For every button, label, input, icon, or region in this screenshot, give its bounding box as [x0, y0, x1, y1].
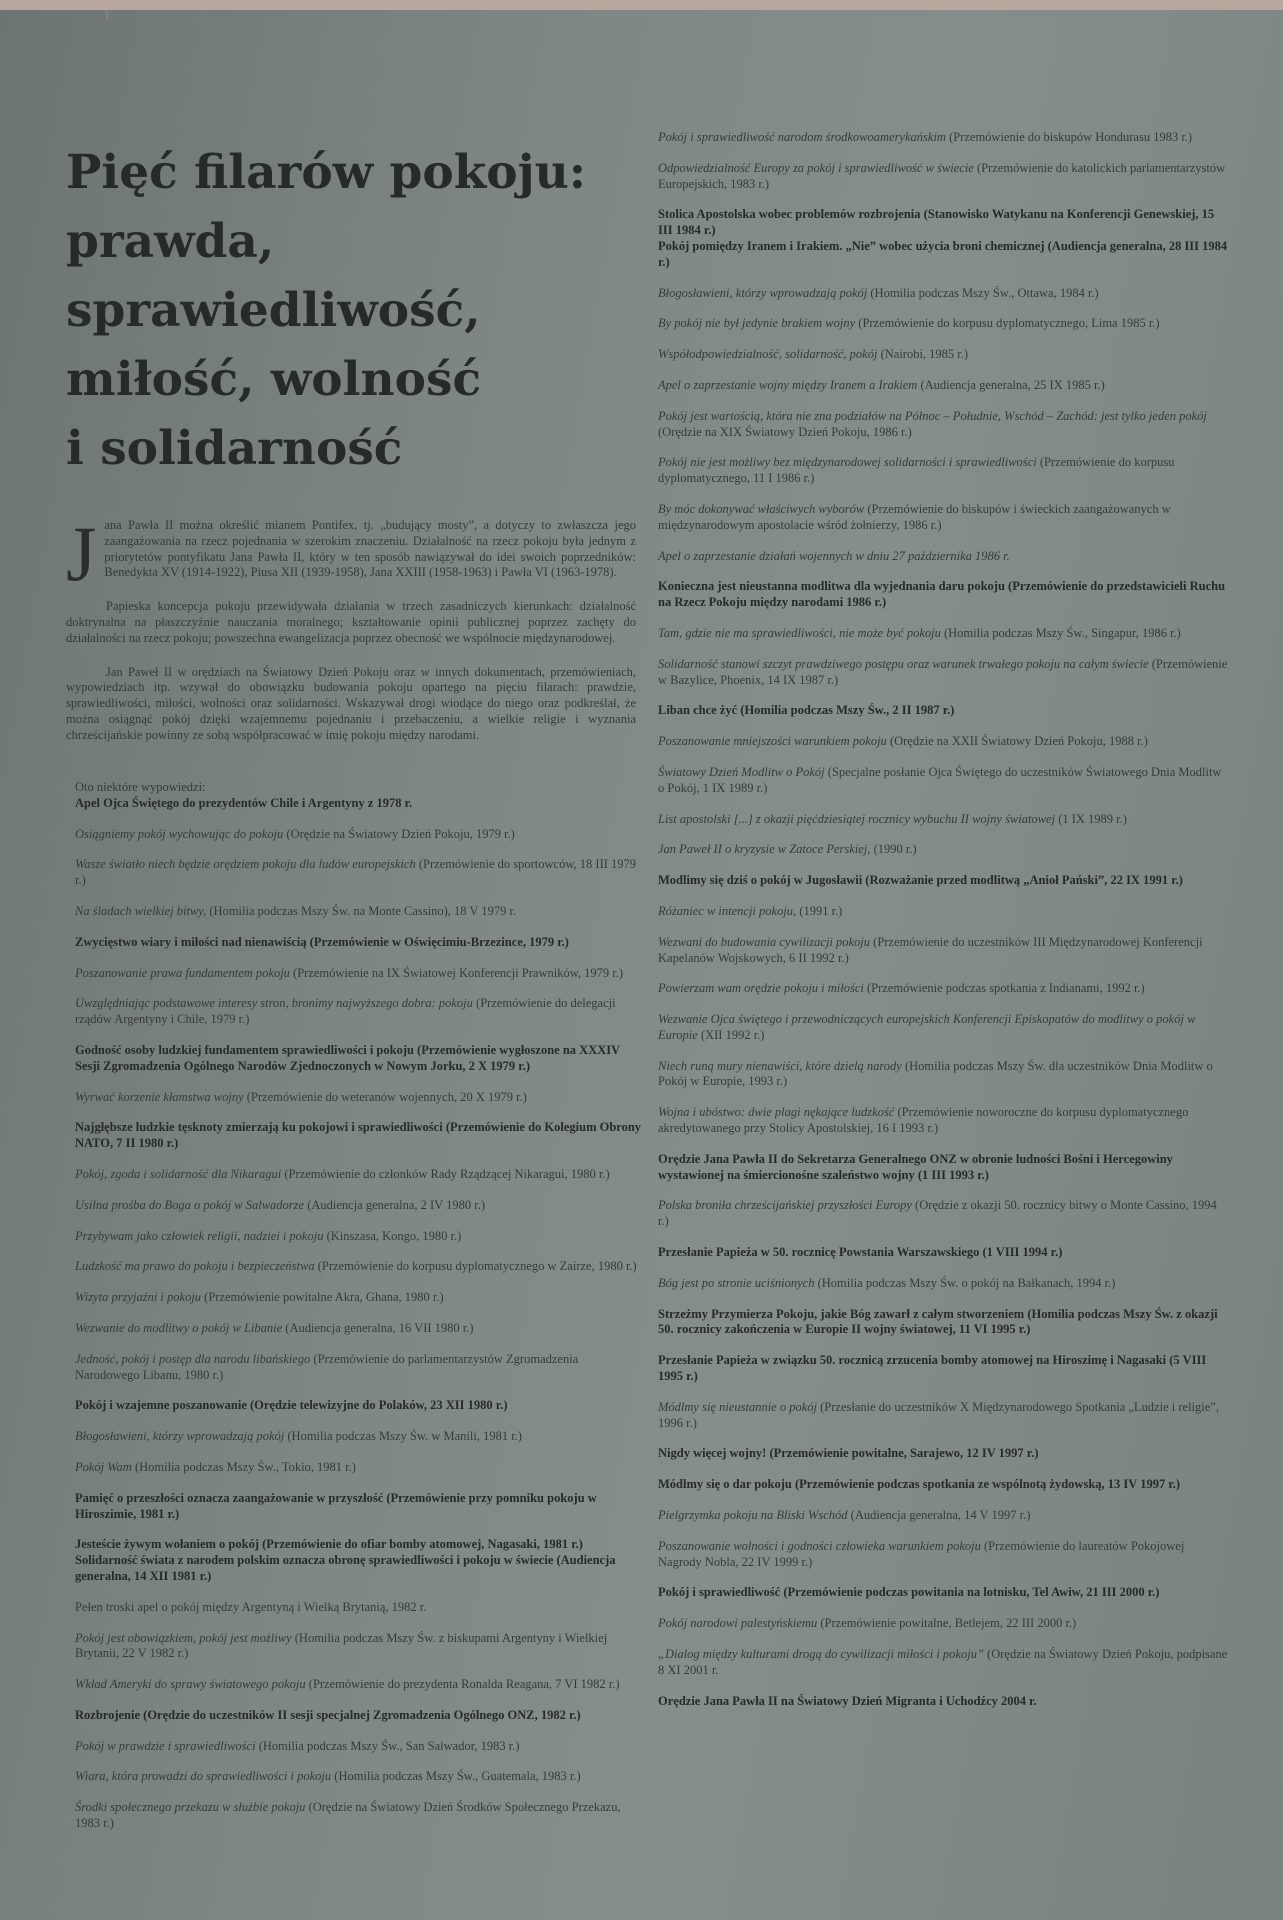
quote-entry — [75, 1800, 645, 1832]
quote-entry — [658, 347, 1228, 363]
quote-entry — [75, 1491, 645, 1523]
quote-source: (Audiencja generalna, 14 V 1997 r.) — [847, 1508, 1031, 1523]
quote-entry — [75, 857, 645, 889]
quote-source: (Orędzie na Światowy Dzień Pokoju, 1979 r.) — [283, 826, 515, 841]
quote-source: (Przemówienie do członków Rady Rządzącej Nikaragui, 1980 r.) — [281, 1166, 610, 1181]
quote-title: By pokój nie był jedynie brakiem wojny — [658, 316, 856, 331]
quote-entry — [658, 455, 1228, 487]
exhibition-board — [0, 10, 1283, 1920]
quote-title: Apel Ojca Świętego do prezydentów Chile i Argentyny z 1978 r. — [75, 795, 413, 810]
quote-source: (Orędzie z okazji 50. rocznicy bitwy o Monte Cassino, 1994 r.) — [658, 1198, 1217, 1229]
quote-title: Solidarność stanowi szczyt prawdziwego postępu oraz warunek trwałego pokoju na całym świecie — [658, 656, 1149, 671]
quote-entry — [658, 1694, 1228, 1710]
quote-source: (Orędzie na Światowy Dzień Środków Społecznego Przekazu, 1983 r.) — [75, 1800, 621, 1831]
page-title — [66, 138, 626, 483]
quote-entry — [75, 1739, 645, 1755]
quote-entry — [658, 1353, 1228, 1385]
quote-title: Wizyta przyjaźni i pokoju — [75, 1290, 202, 1305]
quote-entry — [658, 1400, 1228, 1432]
quote-entry — [75, 1553, 645, 1585]
quote-title: Wezwanie do modlitwy o pokój w Libanie — [75, 1320, 283, 1335]
quote-source: (Homilia podczas Mszy Św., Guatemala, 1983 r.) — [331, 1769, 581, 1784]
quote-title: Konieczna jest nieustanna modlitwa dla wyjednania daru pokoju (Przemówienie do przedstawicieli Ruchu na Rzecz Pokoju między narodami 1986 r.) — [658, 579, 1226, 610]
quote-title: Na śladach wielkiej bitwy, — [75, 903, 207, 918]
quote-title: Poszanowanie prawa fundamentem pokoju — [75, 965, 290, 980]
quote-source: (Homilia podczas Mszy Św. o pokój na Bałkanach, 1994 r.) — [814, 1275, 1116, 1290]
quote-title: Godność osoby ludzkiej fundamentem sprawiedliwości i pokoju (Przemówienie wygłoszone na XXXIV Sesji Zgromadzenia Ogólnego Narodów Zjednoczonych w Nowym Jorku, 2 X 1979 r.) — [75, 1042, 620, 1073]
quote-title: Pokój jest obowiązkiem, pokój jest możliwy — [75, 1630, 292, 1645]
quote-source: (Przemówienie w Bazylice, Phoenix, 14 IX 1987 r.) — [658, 656, 1228, 687]
quote-title: Ludzkość ma prawo do pokoju i bezpieczeństwa — [75, 1259, 315, 1274]
quote-entry — [658, 378, 1228, 394]
quote-entry — [658, 734, 1228, 750]
quote-title: Pamięć o przeszłości oznacza zaangażowanie w przyszłość (Przemówienie przy pomniku pokoju w Hiroszimie, 1981 r.) — [75, 1490, 597, 1521]
intro-paragraph-2: Papieska koncepcja pokoju przewidywała działania w trzech zasadniczych kierunkach: działalność doktrynalna na płaszczyźnie nauczania moralnego; kształtowanie opinii publicznej poprzez zachęty do działalności na rzecz pokoju; powszechna ewangelizacja poprzez obecność we wspólnocie międzynarodowej. — [66, 599, 636, 645]
quote-entry — [658, 812, 1228, 828]
quote-title: Niech runą mury nienawiści, które dzielą narody — [658, 1058, 902, 1073]
quote-title: Stolica Apostolska wobec problemów rozbrojenia (Stanowisko Watykanu na Konferencji Genewskiej, 15 III 1984 r.) — [658, 207, 1215, 238]
quote-entry — [658, 981, 1228, 997]
title-line-5: i solidarność — [66, 421, 403, 476]
quote-entry — [658, 1508, 1228, 1524]
quote-title: Orędzie Jana Pawła II na Światowy Dzień Migranta i Uchodźcy 2004 r. — [658, 1693, 1037, 1708]
quote-title: Polska broniła chrześcijańskiej przyszłości Europy — [658, 1198, 912, 1213]
quote-entry — [658, 1477, 1228, 1493]
quote-entry — [75, 1352, 645, 1384]
quote-source: (Przemówienie powitalne Akra, Ghana, 1980 r.) — [201, 1290, 444, 1305]
quote-source: (Przemówienie na IX Światowej Konferencji Prawników, 1979 r.) — [289, 965, 624, 980]
quote-title: Jan Paweł II o kryzysie w Zatoce Perskiej, — [658, 842, 871, 857]
quote-source: (Przemówienie do prezydenta Ronalda Reagana, 7 VI 1982 r.) — [305, 1677, 620, 1692]
quote-entry — [658, 161, 1228, 193]
quote-title: Odpowiedzialność Europy za pokój i sprawiedliwość w świecie — [658, 160, 974, 175]
quote-source: (Kinszasa, Kongo, 1980 r.) — [323, 1228, 462, 1243]
title-line-2: prawda, — [66, 214, 275, 269]
quote-entry — [75, 1769, 645, 1785]
quote-source: (XII 1992 r.) — [697, 1027, 765, 1042]
quote-entry — [75, 796, 645, 812]
quote-entry — [658, 1276, 1228, 1292]
quote-title: Rozbrojenie (Orędzie do uczestników II sesji specjalnej Zgromadzenia Ogólnego ONZ, 1982 r.) — [75, 1707, 581, 1722]
quote-entry — [658, 549, 1228, 565]
quote-source: (Przemówienie do korpusu dyplomatycznego, 11 I 1986 r.) — [658, 455, 1175, 486]
quote-entry — [658, 842, 1228, 858]
quote-source: (Homilia podczas Mszy Św. dla uczestników Dnia Modlitw o Pokój w Europie, 1993 r.) — [658, 1058, 1213, 1089]
quote-entry — [75, 904, 645, 920]
quote-entry — [658, 904, 1228, 920]
quote-entry — [75, 1631, 645, 1663]
quote-source: (Audiencja generalna, 16 VII 1980 r.) — [282, 1320, 474, 1335]
quote-title: Pełen troski apel o pokój między Argentyną i Wielką Brytanią, 1982 r. — [75, 1599, 427, 1614]
quote-title: Przesłanie Papieża w związku 50. rocznicą zrzucenia bomby atomowej na Hiroszimę i Nagasaki (5 VIII 1995 r.) — [658, 1353, 1207, 1384]
left-entries — [75, 796, 645, 1832]
quote-title: Osiągniemy pokój wychowując do pokoju — [75, 826, 284, 841]
quote-entry — [75, 1229, 645, 1245]
quote-source: (Przemówienie do weteranów wojennych, 20 X 1979 r.) — [243, 1089, 527, 1104]
quote-entry — [75, 1290, 645, 1306]
quote-entry — [658, 1105, 1228, 1137]
quote-entry — [658, 316, 1228, 332]
quote-source: (Orędzie na XXII Światowy Dzień Pokoju, 1988 r.) — [886, 734, 1148, 749]
quote-title: Środki społecznego przekazu w służbie pokoju — [75, 1800, 306, 1815]
quote-entry — [75, 1677, 645, 1693]
quote-entry — [658, 1152, 1228, 1184]
quote-entry — [75, 966, 645, 982]
quote-entry — [658, 1245, 1228, 1261]
quote-title: Pokój pomiędzy Iranem i Irakiem. „Nie” wobec użycia broni chemicznej (Audiencja generalna, 28 III 1984 r.) — [658, 238, 1228, 269]
quote-title: Błogosławieni, którzy wprowadzają pokój — [658, 285, 868, 300]
quote-source: (Homilia podczas Mszy Św., San Salwador, 1983 r.) — [255, 1738, 520, 1753]
quote-entry — [75, 1321, 645, 1337]
quote-title: Jedność, pokój i postęp dla narodu libańskiego — [75, 1351, 311, 1366]
quote-source: (Przemówienie do biskupów Hondurasu 1983 r.) — [945, 130, 1193, 144]
quote-source: (Audiencja generalna, 2 IV 1980 r.) — [304, 1197, 486, 1212]
quote-title: Wezwanie Ojca świętego i przewodniczących europejskich Konferencji Episkopatów do modlitwy o pokój w Europie — [658, 1012, 1196, 1042]
quote-source: (1 IX 1989 r.) — [1055, 811, 1127, 826]
quote-title: Wezwani do budowania cywilizacji pokoju — [658, 934, 871, 949]
quote-entry — [75, 1167, 645, 1183]
quote-title: Pokój, zgoda i solidarność dla Nikaragui — [75, 1166, 282, 1181]
quote-entry — [75, 1198, 645, 1214]
quote-entry — [658, 502, 1228, 534]
intro-text — [66, 510, 636, 762]
quote-title: Wkład Ameryki do sprawy światowego pokoju — [75, 1677, 306, 1692]
quote-entry — [658, 1446, 1228, 1462]
quote-title: Poszanowanie mniejszości warunkiem pokoju — [658, 734, 887, 749]
right-entries — [658, 130, 1228, 1709]
quote-title: Wyrwać korzenie kłamstwa wojny — [75, 1089, 244, 1104]
quote-title: Nigdy więcej wojny! (Przemówienie powitalne, Sarajewo, 12 IV 1997 r.) — [658, 1446, 1039, 1461]
quote-title: Liban chce żyć (Homilia podczas Mszy Św., 2 II 1987 r.) — [658, 703, 955, 718]
quote-title: By móc dokonywać właściwych wyborów — [658, 501, 865, 516]
quote-source: (Homilia podczas Mszy Św., Ottawa, 1984 r.) — [867, 285, 1099, 300]
left-quote-list — [75, 780, 645, 1832]
quote-entry — [658, 1539, 1228, 1571]
quote-source: (Przemówienie do sportowców, 18 III 1979 r.) — [75, 857, 637, 888]
quote-title: Zwycięstwo wiary i miłości nad nienawiścią (Przemówienie w Oświęcimiu-Brzezince, 1979 r.) — [75, 934, 569, 949]
intro-paragraph-3: Jan Paweł II w orędziach na Światowy Dzień Pokoju oraz w innych dokumentach, przemówieniach, wypowiedziach itp. wzywał do obowiązku budowania pokoju opartego na pięciu filarach: prawdzie, sprawiedliwości, miłości, wolności oraz solidarności. Wskazywał drogi wiodące do niego oraz podkreślał, że można osiągnąć pokój dzięki wzajemnemu pojednaniu i przebaczeniu, a wielkie religie i wyznania chrześcijańskie powinny ze sobą współpracować w imię pokoju między narodami. — [66, 664, 636, 742]
quote-entry — [75, 1398, 645, 1414]
quote-title: „Dialog między kulturami drogą do cywilizacji miłości i pokoju” — [658, 1647, 984, 1662]
quote-title: Wiara, która prowadzi do sprawiedliwości i pokoju — [75, 1769, 332, 1784]
quote-source: (Przemówienie do delegacji rządów Argentyny i Chile, 1979 r.) — [75, 996, 616, 1027]
intro-paragraph-1-text: ana Pawła II można określić mianem Pontifex, tj. „budujący mosty”, a dotyczy to zwłaszcza jego zaangażowania na rzecz pojednania w szerokim znaczeniu. Działalność na rzecz pokoju była jednym z priorytetów pontyfikatu Jana Pawła II, który w ten sposób nawiązywał do idei swoich poprzedników: Benedykta XV (1914-1922), Piusa XII (1939-1958), Jana XXIII (1958-1963) i Pawła VI (1963-1978). — [104, 518, 636, 580]
quote-title: Różaniec w intencji pokoju, — [658, 903, 797, 918]
quote-entry — [658, 1307, 1228, 1339]
quote-title: Światowy Dzień Modlitw o Pokój — [658, 764, 825, 779]
quote-title: Pokój nie jest możliwy bez międzynarodowej solidarności i sprawiedliwości — [658, 455, 1037, 470]
quote-title: List apostolski [...] z okazji pięćdziesiątej rocznicy wybuchu II wojny światowej — [658, 811, 1056, 826]
quote-title: Modlimy się dziś o pokój w Jugosławii (Rozważanie przed modlitwą „Anioł Pański”, 22 IX 1991 r.) — [658, 873, 1183, 888]
quote-title: Jesteście żywym wołaniem o pokój (Przemówienie do ofiar bomby atomowej, Nagasaki, 1981 r.) — [75, 1537, 583, 1552]
quote-source: (Przemówienie noworoczne do korpusu dyplomatycznego akredytowanego przy Stolicy Apostolskiej, 16 I 1993 r.) — [658, 1105, 1189, 1136]
quote-source: (Homilia podczas Mszy Św. w Manili, 1981 r.) — [284, 1429, 522, 1444]
quote-title: Pokój narodowi palestyńskiemu — [658, 1616, 818, 1631]
quote-entry — [658, 207, 1228, 239]
quote-title: Błogosławieni, którzy wprowadzają pokój — [75, 1429, 285, 1444]
quote-entry — [658, 409, 1228, 441]
quote-title: Módlmy się o dar pokoju (Przemówienie podczas spotkania ze wspólnotą żydowską, 13 IV 1997 r.) — [658, 1477, 1181, 1492]
quote-source: (Orędzie na Światowy Dzień Pokoju, podpisane 8 XI 2001 r. — [658, 1647, 1228, 1677]
quote-source: (Przemówienie do laureatów Pokojowej Nagrody Nobla, 22 IV 1999 r.) — [658, 1538, 1185, 1569]
quote-title: Usilna prośba do Boga o pokój w Salwadorze — [75, 1197, 305, 1212]
quote-entry — [658, 579, 1228, 611]
quote-source: (Przesłanie do uczestników X Międzynarodowego Spotkania „Ludzie i religie”, 1996 r.) — [658, 1399, 1219, 1430]
quote-entry — [658, 286, 1228, 302]
title-line-3: sprawiedliwość, — [66, 283, 481, 338]
quote-title: Pokój i sprawiedliwość (Przemówienie podczas powitania na lotnisku, Tel Awiw, 21 III 2000 r.) — [658, 1585, 1160, 1600]
quote-title: Strzeżmy Przymierza Pokoju, jakie Bóg zawarł z całym stworzeniem (Homilia podczas Mszy Św. z okazji 50. rocznicy zakończenia w Europie II wojny światowej, 11 VI 1995 r.) — [658, 1306, 1218, 1337]
quote-title: Pokój i wzajemne poszanowanie (Orędzie telewizyjne do Polaków, 23 XII 1980 r.) — [75, 1398, 508, 1413]
quote-entry — [658, 765, 1228, 797]
quote-title: Pokój i sprawiedliwość narodom środkowoamerykańskim — [658, 130, 946, 144]
quote-source: (Audiencja generalna, 25 IX 1985 r.) — [917, 377, 1105, 392]
quote-source: (Przemówienie do parlamentarzystów Zgromadzenia Narodowego Libanu, 1980 r.) — [75, 1351, 579, 1382]
quote-source: (Homilia podczas Mszy Św. z biskupami Argentyny i Wielkiej Brytanii, 22 V 1982 r.) — [75, 1630, 608, 1661]
quote-entry — [658, 1198, 1228, 1230]
quote-source: (Specjalne posłanie Ojca Świętego do uczestników Światowego Dnia Modlitw o Pokój, 1 IX 1989 r.) — [658, 764, 1222, 795]
right-quote-list — [658, 130, 1228, 1709]
quote-title: Pokój jest wartością, która nie zna podziałów na Północ – Południe, Wschód – Zachód: jest tylko jeden pokój — [658, 408, 1207, 423]
quote-source: (Nairobi, 1985 r.) — [877, 347, 969, 362]
quote-entry — [658, 1012, 1228, 1044]
quote-entry — [75, 1120, 645, 1152]
quote-title: Uwzględniając podstawowe interesy stron, bronimy najwyższego dobra: pokoju — [75, 996, 473, 1011]
quote-entry — [75, 1600, 645, 1616]
list-lead: Oto niektóre wypowiedzi: — [75, 780, 206, 794]
quote-entry — [75, 827, 645, 843]
quote-entry — [658, 703, 1228, 719]
quote-source: (1990 r.) — [870, 842, 917, 857]
quote-title: Bóg jest po stronie uciśnionych — [658, 1275, 815, 1290]
quote-title: Powierzam wam orędzie pokoju i miłości — [658, 981, 864, 996]
quote-entry — [658, 935, 1228, 967]
quote-entry — [75, 1460, 645, 1476]
quote-title: Pielgrzymka pokoju na Bliski Wschód — [658, 1508, 848, 1523]
quote-entry — [658, 626, 1228, 642]
quote-title: Współodpowiedzialność, solidarność, pokój — [658, 347, 878, 362]
quote-title: Orędzie Jana Pawła II do Sekretarza Generalnego ONZ w obronie ludności Bośni i Hercegowiny wystawionej na śmiercionośne szaleństwo wojny (1 III 1993 r.) — [658, 1151, 1173, 1182]
quote-entry — [75, 1043, 645, 1075]
quote-entry — [658, 239, 1228, 271]
quote-entry — [75, 1429, 645, 1445]
quote-title: Tam, gdzie nie ma sprawiedliwości, nie może być pokoju — [658, 625, 941, 640]
title-line-4: miłość, wolność — [66, 352, 482, 407]
quote-source: (Przemówienie do uczestników III Międzynarodowej Konferencji Kapelanów Wojskowych, 6 II 1992 r.) — [658, 934, 1203, 965]
quote-entry — [658, 1647, 1228, 1679]
quote-source: (Homilia podczas Mszy Św., Tokio, 1981 r.) — [131, 1459, 356, 1474]
quote-title: Wasze światło niech będzie orędziem pokoju dla ludów europejskich — [75, 857, 416, 872]
quote-entry — [75, 1090, 645, 1106]
quote-title: Apel o zaprzestanie działań wojennych w dniu 27 października 1986 r. — [658, 548, 1010, 563]
quote-title: Poszanowanie wolności i godności człowieka warunkiem pokoju — [658, 1538, 981, 1553]
quote-title: Najgłębsze ludzkie tęsknoty zmierzają ku pokojowi i sprawiedliwości (Przemówienie do Kolegium Obrony NATO, 7 II 1980 r.) — [75, 1120, 642, 1151]
quote-source: (Przemówienie do korpusu dyplomatycznego w Zairze, 1980 r.) — [314, 1259, 637, 1274]
title-line-1: Pięć filarów pokoju: — [66, 145, 587, 200]
quote-title: Pokój Wam — [75, 1459, 132, 1474]
quote-entry — [658, 1616, 1228, 1632]
quote-title: Wojna i ubóstwo: dwie plagi nękające ludzkość — [658, 1105, 895, 1120]
quote-source: (Orędzie na XIX Światowy Dzień Pokoju, 1986 r.) — [658, 424, 912, 439]
quote-entry — [658, 1059, 1228, 1091]
drop-cap: J — [66, 510, 97, 597]
quote-entry — [658, 657, 1228, 689]
quote-title: Apel o zaprzestanie wojny między Iranem a Irakiem — [658, 377, 918, 392]
quote-title: Pokój w prawdzie i sprawiedliwości — [75, 1738, 256, 1753]
quote-source: (1991 r.) — [796, 903, 843, 918]
board-frame-edge — [106, 10, 108, 20]
quote-title: Przybywam jako człowiek religii, nadziei i pokoju — [75, 1228, 324, 1243]
quote-entry — [75, 1708, 645, 1724]
quote-entry — [658, 873, 1228, 889]
quote-source: (Przemówienie do korpusu dyplomatycznego, Lima 1985 r.) — [855, 316, 1160, 331]
quote-source: (Homilia podczas Mszy Św. na Monte Cassino), 18 V 1979 r. — [206, 903, 517, 918]
quote-entry — [75, 996, 645, 1028]
quote-title: Solidarność świata z narodem polskim oznacza obronę sprawiedliwości i pokoju w świecie (Audiencja generalna, 14 XII 1981 r.) — [75, 1553, 616, 1583]
intro-paragraph-1 — [66, 510, 636, 597]
quote-entry — [75, 1259, 645, 1275]
quote-title: Módlmy się nieustannie o pokój — [658, 1399, 817, 1414]
quote-source: (Przemówienie do biskupów i świeckich zaangażowanych w międzynarodowym apostolacie wśród żołnierzy, 1986 r.) — [658, 501, 1171, 532]
quote-source: (Przemówienie podczas spotkania z Indianami, 1992 r.) — [863, 981, 1145, 996]
quote-entry — [75, 1537, 645, 1553]
quote-entry — [658, 1585, 1228, 1601]
quote-source: (Przemówienie powitalne, Betlejem, 22 III 2000 r.) — [817, 1616, 1077, 1631]
quote-entry — [658, 130, 1228, 146]
quote-entry — [75, 935, 645, 951]
quote-title: Przesłanie Papieża w 50. rocznicę Powstania Warszawskiego (1 VIII 1994 r.) — [658, 1245, 1063, 1260]
quote-source: (Homilia podczas Mszy Św., Singapur, 1986 r.) — [940, 625, 1181, 640]
quote-source: (Przemówienie do katolickich parlamentarzystów Europejskich, 1983 r.) — [658, 160, 1226, 191]
